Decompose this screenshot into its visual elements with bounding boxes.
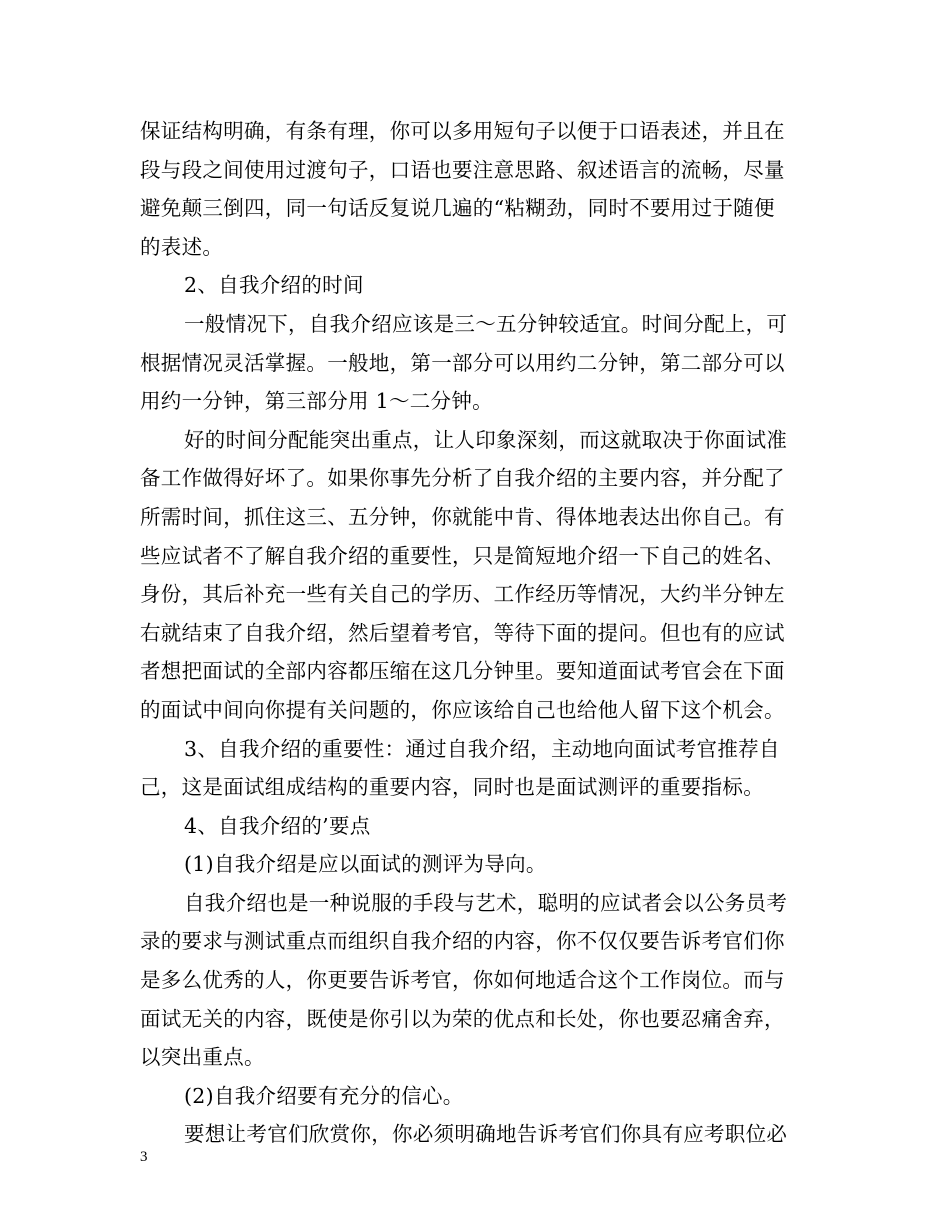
text-line: 右就结束了自我介绍，然后望着考官，等待下面的提问。但也有的应试 [140, 620, 785, 645]
text-line: 3、自我介绍的重要性：通过自我介绍，主动地向面试考官推荐自 [184, 736, 780, 761]
text-line: 段与段之间使用过渡句子，口语也要注意思路、叙述语言的流畅，尽量 [140, 157, 785, 182]
text-line: 的面试中间向你提有关问题的，你应该给自己也给他人留下这个机会。 [140, 697, 785, 722]
text-line: 面试无关的内容，既使是你引以为荣的优点和长处，你也要忍痛舍弃， [140, 1006, 785, 1031]
page-number: 3 [140, 1149, 148, 1165]
text-line: 些应试者不了解自我介绍的重要性，只是简短地介绍一下自己的姓名、 [140, 543, 785, 568]
text-line: 避免颠三倒四，同一句话反复说几遍的“粘糊劲，同时不要用过于随便 [140, 196, 775, 221]
text-line: (1)自我介绍是应以面试的测评为导向。 [184, 852, 547, 877]
text-line: 自我介绍也是一种说服的手段与艺术，聪明的应试者会以公务员考 [184, 890, 788, 915]
body-text [140, 112, 815, 1154]
text-line: 的表述。 [140, 234, 224, 259]
text-line: 一般情况下，自我介绍应该是三～五分钟较适宜。时间分配上，可 [184, 311, 788, 336]
text-line: 所需时间，抓住这三、五分钟，你就能中肯、得体地表达出你自己。有 [140, 504, 785, 529]
text-line: 备工作做得好坏了。如果你事先分析了自我介绍的主要内容，并分配了 [140, 466, 785, 491]
text-line: 是多么优秀的人，你更要告诉考官，你如何地适合这个工作岗位。而与 [140, 968, 785, 993]
text-line: 录的要求与测试重点而组织自我介绍的内容，你不仅仅要告诉考官们你 [140, 929, 785, 954]
text-line: 根据情况灵活掌握。一般地，第一部分可以用约二分钟，第二部分可以 [140, 350, 785, 375]
text-line: 要想让考官们欣赏你，你必须明确地告诉考官们你具有应考职位必 [184, 1122, 788, 1147]
text-line: 保证结构明确，有条有理，你可以多用短句子以便于口语表述，并且在 [140, 119, 785, 143]
text-line: 己，这是面试组成结构的重要内容，同时也是面试测评的重要指标。 [140, 775, 764, 800]
text-line: 好的时间分配能突出重点，让人印象深刻，而这就取决于你面试准 [184, 427, 788, 452]
text-line: 身份，其后补充一些有关自己的学历、工作经历等情况，大约半分钟左 [140, 582, 785, 607]
text-line: 以突出重点。 [140, 1045, 265, 1070]
text-line: 用约一分钟，第三部分用 1～二分钟。 [140, 389, 493, 414]
text-line: 4、自我介绍的’要点 [184, 813, 371, 838]
text-line: 者想把面试的全部内容都压缩在这几分钟里。要知道面试考官会在下面 [140, 659, 785, 684]
text-line: (2)自我介绍要有充分的信心。 [184, 1083, 464, 1108]
text-line: 2、自我介绍的时间 [184, 273, 364, 298]
